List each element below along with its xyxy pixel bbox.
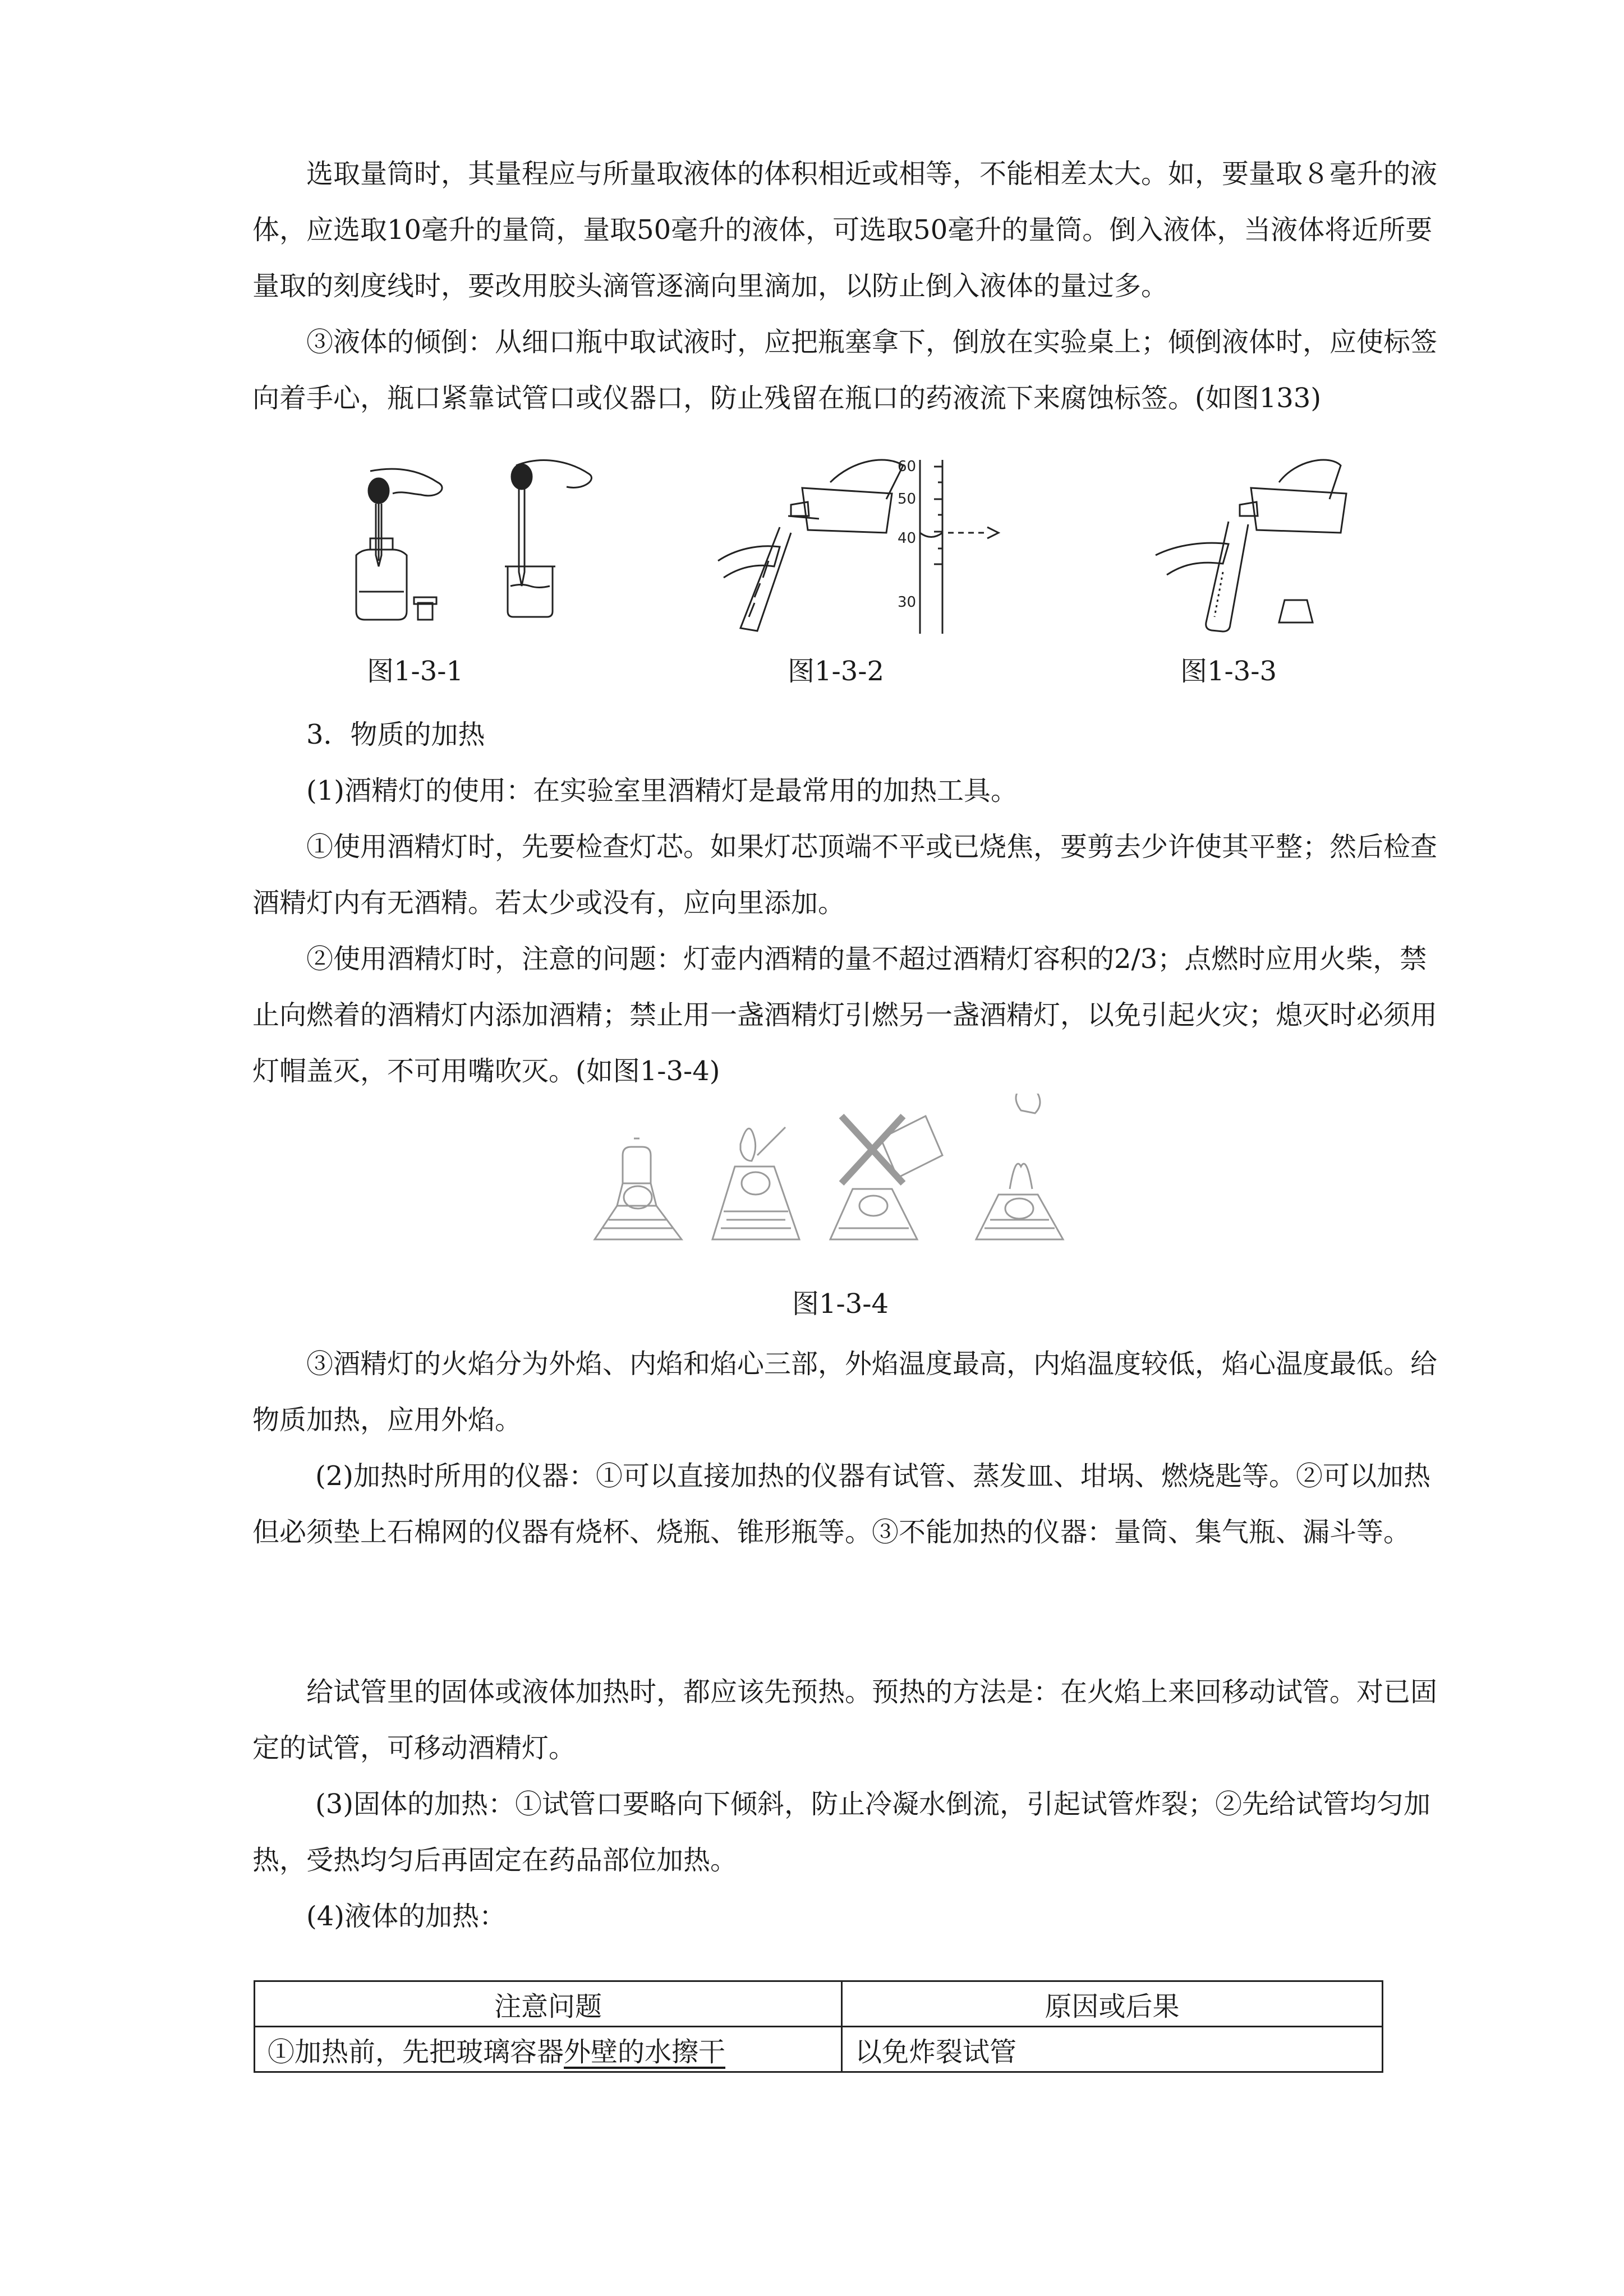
table-cell-text: ①加热前，先把玻璃容器 <box>268 2036 564 2068</box>
section-heading-heating: 3．物质的加热 <box>306 719 485 750</box>
alcohol-lamps-illustration <box>583 1094 1099 1273</box>
dropper-beaker-illustration <box>494 449 617 628</box>
figure-1-3-4-caption: 图1-3-4 <box>792 1288 889 1320</box>
capped-lamp-icon <box>595 1138 682 1239</box>
table-header-cell: 注意问题 <box>255 1981 842 2027</box>
table-row <box>255 2027 1383 2072</box>
test-tube-pouring-illustration <box>1144 449 1369 639</box>
paragraph-preheating: 给试管里的固体或液体加热时，都应该先预热。预热的方法是：在火焰上来回移动试管。对已固定的试管，可移动酒精灯。 <box>252 1676 1438 1764</box>
paragraph-alcohol-lamp-use: (1)酒精灯的使用：在实验室里酒精灯是最常用的加热工具。 <box>306 775 1018 806</box>
figure-1-3-3 <box>1144 449 1369 639</box>
paragraph-liquid-heating: (4)液体的加热： <box>306 1901 506 1932</box>
cylinder-tick-50: 50 <box>898 491 917 508</box>
table-cell <box>255 2027 842 2072</box>
figure-1-3-3-caption: 图1-3-3 <box>1180 656 1277 687</box>
paragraph-cylinder-selection: 选取量筒时，其量程应与所量取液体的体积相近或相等，不能相差太大。如，要量取８毫升的液体，应选取10毫升的量筒，量取50毫升的液体，可选取50毫升的量筒。倒入液体，当液体将近所要量取的刻度线时，要改用胶头滴管逐滴向里滴加，以防止倒入液体的量过多。 <box>252 158 1438 302</box>
table-header-cell: 原因或后果 <box>842 1981 1383 2027</box>
figure-1-3-1-caption: 图1-3-1 <box>366 656 464 687</box>
figure-1-3-4 <box>583 1094 1099 1273</box>
crossed-lamp-icon <box>830 1116 942 1239</box>
lighting-with-match-icon <box>712 1127 799 1239</box>
paragraph-liquid-pouring: ③液体的倾倒：从细口瓶中取试液时，应把瓶塞拿下，倒放在实验桌上；倾倒液体时，应使标签向着手心，瓶口紧靠试管口或仪器口，防止残留在瓶口的药液流下来腐蚀标签。(如图133) <box>252 326 1438 414</box>
figure-1-3-1 <box>348 460 505 628</box>
paragraph-flame-parts: ③酒精灯的火焰分为外焰、内焰和焰心三部，外焰温度最高，内焰温度较低，焰心温度最低。给物质加热，应用外焰。 <box>252 1348 1438 1436</box>
paragraph-lamp-precautions: ②使用酒精灯时，注意的问题：灯壶内酒精的量不超过酒精灯容积的2/3；点燃时应用火柴，禁止向燃着的酒精灯内添加酒精；禁止用一盏酒精灯引燃另一盏酒精灯，以免引起火灾；熄灭时必须用灯帽盖灭，不可用嘴吹灭。(如图1-3-4) <box>252 943 1438 1087</box>
cylinder-tick-30: 30 <box>898 594 917 611</box>
paragraph-heating-instruments: (2)加热时所用的仪器：①可以直接加热的仪器有试管、蒸发皿、坩埚、燃烧匙等。②可以加热但必须垫上石棉网的仪器有烧杯、烧瓶、锥形瓶等。③不能加热的仪器：量筒、集气瓶、漏斗等。 <box>252 1460 1430 1548</box>
lamp-with-cap-icon <box>976 1094 1063 1239</box>
cylinder-tick-60: 60 <box>898 458 917 475</box>
dropper-illustration <box>348 460 505 628</box>
figure-1-3-2-caption: 图1-3-2 <box>787 656 885 687</box>
figure-1-3-2 <box>707 449 1021 634</box>
table-cell: 以免炸裂试管 <box>842 2027 1383 2072</box>
table-cell-underlined-text: 外壁的水擦干 <box>564 2036 726 2068</box>
paragraph-solid-heating: (3)固体的加热：①试管口要略向下倾斜，防止冷凝水倒流，引起试管炸裂；②先给试管均匀加热，受热均匀后再固定在药品部位加热。 <box>252 1788 1430 1876</box>
paragraph-check-wick: ①使用酒精灯时，先要检查灯芯。如果灯芯顶端不平或已烧焦，要剪去少许使其平整；然后检查酒精灯内有无酒精。若太少或没有，应向里添加。 <box>252 831 1438 919</box>
liquid-heating-table <box>254 1980 1383 2073</box>
cylinder-tick-40: 40 <box>898 530 917 547</box>
cylinder-pouring-illustration <box>707 449 1021 634</box>
figure-1-3-1b <box>494 449 617 628</box>
table-header-row <box>255 1981 1383 2027</box>
